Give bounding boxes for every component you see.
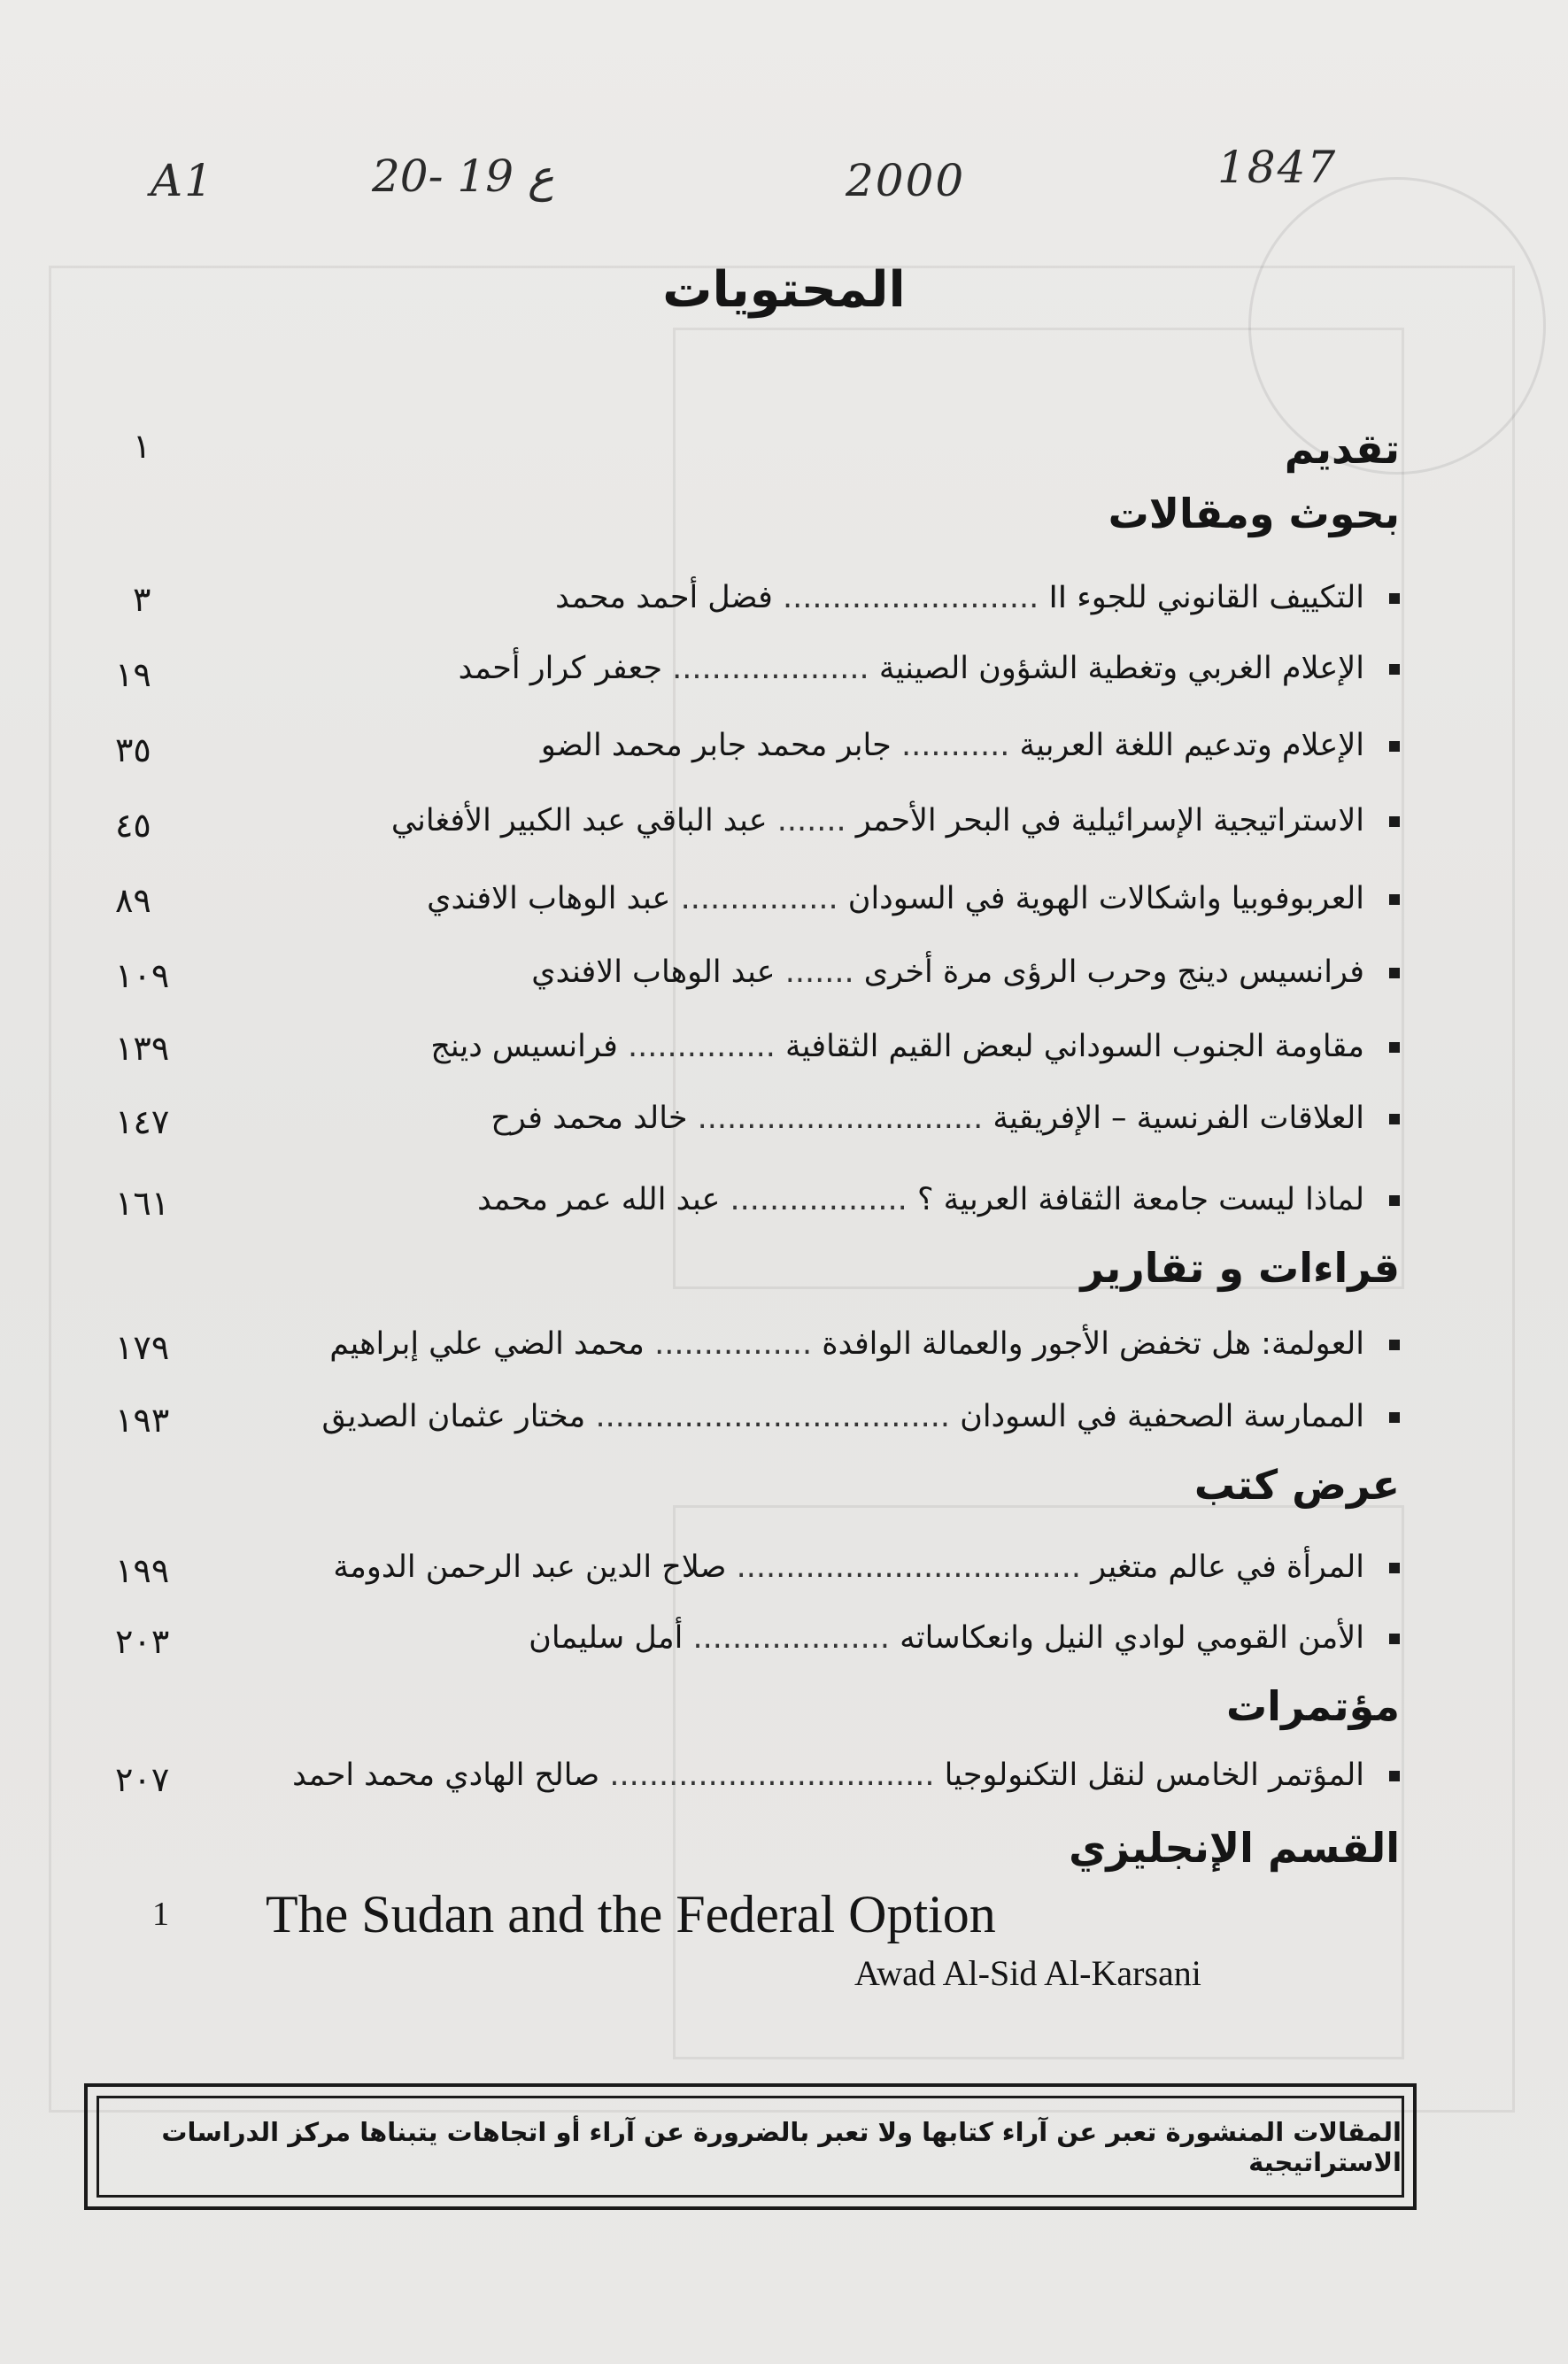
toc-author: جعفر كرار أحمد	[458, 651, 663, 686]
toc-page: ٢٠٧	[115, 1760, 170, 1799]
toc-row: مقاومة الجنوب السوداني لبعض القيم الثقافية ............... فرانسيس دينج	[337, 1029, 1400, 1064]
toc-page: ١٩٩	[115, 1551, 170, 1590]
toc-author: صالح الهادي محمد احمد	[292, 1758, 600, 1793]
toc-author: صلاح الدين عبد الرحمن الدومة	[333, 1549, 727, 1585]
toc-author: جابر محمد جابر محمد الضو	[540, 728, 892, 763]
disclaimer-box	[84, 2083, 1417, 2210]
toc-author: مختار عثمان الصديق	[321, 1399, 586, 1434]
toc-row: التكييف القانوني للجوء II .......................... فضل أحمد محمد	[337, 580, 1400, 615]
bullet-icon	[1389, 1042, 1400, 1053]
toc-title: العربوفوبيا واشكالات الهوية في السودان	[847, 881, 1364, 916]
section-heading-research: بحوث ومقالات	[1108, 490, 1400, 537]
toc-title: المرأة في عالم متغير	[1091, 1549, 1364, 1585]
toc-author: عبد الباقي عبد الكبير الأفغاني	[390, 803, 768, 838]
bullet-icon	[1389, 1195, 1400, 1206]
toc-page: ١٩	[115, 655, 151, 694]
toc-title: العولمة: هل تخفض الأجور والعمالة الوافدة	[822, 1326, 1364, 1362]
toc-page: ٣٥	[115, 730, 151, 769]
bullet-icon	[1389, 1114, 1400, 1124]
bullet-icon	[1389, 968, 1400, 978]
toc-row: العربوفوبيا واشكالات الهوية في السودان ................ عبد الوهاب الافندي	[337, 881, 1400, 916]
toc-author: فرانسيس دينج	[430, 1029, 618, 1064]
disclaimer-text: المقالات المنشورة تعبر عن آراء كتابها ولا تعبر بالضرورة عن آراء أو اتجاهات يتبناها مركز الدراسات الاستراتيجية	[97, 2096, 1404, 2198]
toc-title: مقاومة الجنوب السوداني لبعض القيم الثقافية	[785, 1029, 1364, 1064]
bullet-icon	[1389, 894, 1400, 905]
handwritten-number: 1847	[1217, 142, 1338, 193]
toc-row: المؤتمر الخامس لنقل التكنولوجيا ................................. صالح الهادي محمد احمد	[337, 1758, 1400, 1793]
toc-title: الأمن القومي لوادي النيل وانعكاساته	[900, 1620, 1364, 1656]
toc-title: المؤتمر الخامس لنقل التكنولوجيا	[944, 1758, 1364, 1793]
bullet-icon	[1389, 1563, 1400, 1573]
section-heading-readings: قراءات و تقارير	[1080, 1244, 1400, 1292]
toc-row: العولمة: هل تخفض الأجور والعمالة الوافدة ................ محمد الضي علي إبراهيم	[337, 1326, 1400, 1362]
bullet-icon	[1389, 816, 1400, 827]
english-article-author: Awad Al-Sid Al-Karsani	[854, 1953, 1201, 1993]
toc-row: فرانسيس دينج وحرب الرؤى مرة أخرى ....... عبد الوهاب الافندي	[337, 954, 1400, 990]
toc-row: الأمن القومي لوادي النيل وانعكاساته .................... أمل سليمان	[337, 1620, 1400, 1656]
section-heading-english: القسم الإنجليزي	[1069, 1824, 1400, 1872]
handwritten-ref: A1	[151, 155, 214, 206]
toc-page: ١٦١	[115, 1184, 170, 1223]
toc-author: عبد الوهاب الافندي	[427, 881, 671, 916]
toc-author: خالد محمد فرح	[490, 1101, 688, 1136]
handwritten-issue: 20- 19 ع	[372, 151, 554, 202]
toc-row: العلاقات الفرنسية – الإفريقية ............................. خالد محمد فرح	[337, 1101, 1400, 1136]
toc-author: عبد الله عمر محمد	[477, 1182, 721, 1217]
bullet-icon	[1389, 593, 1400, 604]
toc-page: ١٣٩	[115, 1029, 170, 1068]
toc-author: محمد الضي علي إبراهيم	[329, 1326, 645, 1362]
toc-title: لماذا ليست جامعة الثقافة العربية ؟	[916, 1182, 1364, 1217]
bullet-icon	[1389, 1771, 1400, 1781]
toc-author: عبد الوهاب الافندي	[531, 954, 776, 990]
toc-title: العلاقات الفرنسية – الإفريقية	[993, 1101, 1364, 1136]
toc-row: الإعلام وتدعيم اللغة العربية ........... جابر محمد جابر محمد الضو	[337, 728, 1400, 763]
toc-row: المرأة في عالم متغير ................................... صلاح الدين عبد الرحمن الدومة	[337, 1549, 1400, 1585]
toc-title: الاستراتيجية الإسرائيلية في البحر الأحمر	[855, 803, 1364, 838]
toc-row: لماذا ليست جامعة الثقافة العربية ؟ .................. عبد الله عمر محمد	[337, 1182, 1400, 1217]
toc-title: الممارسة الصحفية في السودان	[960, 1399, 1364, 1434]
intro-page: ١	[133, 427, 151, 466]
toc-page: ١٧٩	[115, 1328, 170, 1367]
section-heading-conferences: مؤتمرات	[1225, 1682, 1400, 1730]
toc-page: ١٩٣	[115, 1401, 170, 1440]
toc-page: ٨٩	[115, 881, 151, 920]
english-page: 1	[152, 1896, 169, 1933]
toc-page: ١٤٧	[115, 1102, 170, 1141]
bullet-icon	[1389, 1412, 1400, 1423]
toc-row: الإعلام الغربي وتغطية الشؤون الصينية .................... جعفر كرار أحمد	[337, 651, 1400, 686]
section-heading-books: عرض كتب	[1193, 1461, 1400, 1509]
toc-page: ٢٠٣	[115, 1622, 170, 1661]
toc-title: التكييف القانوني للجوء II	[1048, 580, 1364, 615]
bullet-icon	[1389, 1340, 1400, 1350]
intro-heading: تقديم	[1284, 425, 1400, 473]
handwritten-year: 2000	[846, 155, 966, 206]
bullet-icon	[1389, 1634, 1400, 1644]
toc-page: ١٠٩	[115, 956, 170, 995]
toc-title: الإعلام الغربي وتغطية الشؤون الصينية	[878, 651, 1364, 686]
bullet-icon	[1389, 664, 1400, 675]
toc-row: الاستراتيجية الإسرائيلية في البحر الأحمر ....... عبد الباقي عبد الكبير الأفغاني	[337, 803, 1400, 838]
toc-row: الممارسة الصحفية في السودان .................................... مختار عثمان الصديق	[337, 1399, 1400, 1434]
toc-title: الإعلام وتدعيم اللغة العربية	[1019, 728, 1364, 763]
english-article-title: The Sudan and the Federal Option	[266, 1885, 996, 1943]
toc-author: أمل سليمان	[529, 1620, 684, 1656]
toc-author: فضل أحمد محمد	[555, 580, 773, 615]
bullet-icon	[1389, 741, 1400, 752]
toc-page: ٤٥	[115, 806, 151, 845]
toc-title: فرانسيس دينج وحرب الرؤى مرة أخرى	[863, 954, 1364, 990]
page-title: المحتويات	[662, 261, 906, 319]
toc-page: ٣	[133, 580, 151, 619]
